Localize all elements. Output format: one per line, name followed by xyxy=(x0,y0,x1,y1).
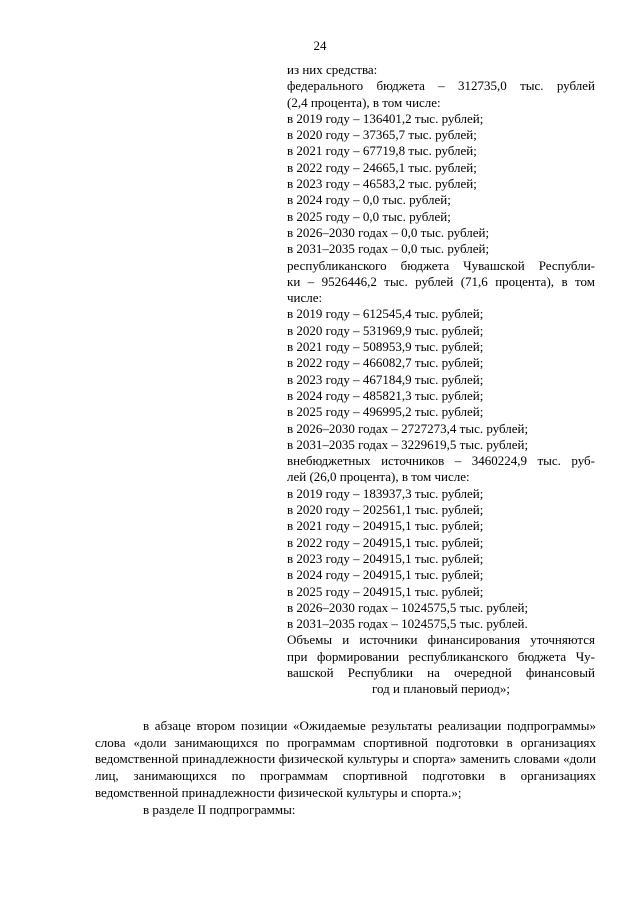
federal-budget-line-1: федерального бюджета – 312735,0 тыс. рублей xyxy=(287,78,595,94)
federal-year-item: в 2024 году – 0,0 тыс. рублей; xyxy=(287,192,451,208)
extrabudget-year-item: в 2023 году – 204915,1 тыс. рублей; xyxy=(287,550,484,566)
republic-year-item: в 2022 году – 466082,7 тыс. рублей; xyxy=(287,355,484,371)
section-paragraph: в разделе II подпрограммы: xyxy=(143,801,296,817)
note-line-4: год и плановый период»; xyxy=(372,681,510,697)
federal-year-item: в 2023 году – 46583,2 тыс. рублей; xyxy=(287,176,477,192)
federal-budget-line-2: (2,4 процента), в том числе: xyxy=(287,94,441,110)
amendment-paragraph: в абзаце втором позиции «Ожидаемые результаты реализации подпрограммы» слова «доли занимающихся по программам спортивной подготовки в организациях ведомственной принадлежности физической культуры и спорта» заменить словами «доли лиц, занимающихся по программам спортивной подготовки в организациях ведомственной принадлежности физической культуры и спорта.»; xyxy=(95,718,596,800)
extrabudget-line-2: лей (26,0 процента), в том числе: xyxy=(287,469,470,485)
extrabudget-year-item: в 2025 году – 204915,1 тыс. рублей; xyxy=(287,583,484,599)
federal-year-item: в 2020 году – 37365,7 тыс. рублей; xyxy=(287,127,477,143)
funding-intro: из них средства: xyxy=(287,62,378,77)
federal-year-item: в 2019 году – 136401,2 тыс. рублей; xyxy=(287,110,484,126)
extrabudget-year-item: в 2020 году – 202561,1 тыс. рублей; xyxy=(287,502,484,518)
funding-column xyxy=(287,62,595,698)
republic-year-item: в 2026–2030 годах – 2727273,4 тыс. рублей; xyxy=(287,420,529,436)
republic-year-item: в 2031–2035 годах – 3229619,5 тыс. рублей; xyxy=(287,436,529,452)
republic-year-item: в 2020 году – 531969,9 тыс. рублей; xyxy=(287,322,484,338)
extrabudget-year-item: в 2022 году – 204915,1 тыс. рублей; xyxy=(287,534,484,550)
republic-budget-line-2: ки – 9526446,2 тыс. рублей (71,6 процента), в том xyxy=(287,273,595,289)
federal-year-item: в 2026–2030 годах – 0,0 тыс. рублей; xyxy=(287,224,490,240)
note-line-2: при формировании республиканского бюджета Чу- xyxy=(287,648,595,664)
republic-year-item: в 2025 году – 496995,2 тыс. рублей; xyxy=(287,404,484,420)
federal-year-item: в 2025 году – 0,0 тыс. рублей; xyxy=(287,208,451,224)
republic-year-item: в 2019 году – 612545,4 тыс. рублей; xyxy=(287,306,484,322)
republic-year-item: в 2024 году – 485821,3 тыс. рублей; xyxy=(287,387,484,403)
federal-year-item: в 2022 году – 24665,1 тыс. рублей; xyxy=(287,159,477,175)
republic-year-item: в 2021 году – 508953,9 тыс. рублей; xyxy=(287,339,484,355)
extrabudget-year-item: в 2031–2035 годах – 1024575,5 тыс. рублей. xyxy=(287,616,528,632)
page-number: 24 xyxy=(313,38,327,53)
extrabudget-year-item: в 2026–2030 годах – 1024575,5 тыс. рублей; xyxy=(287,599,529,615)
extrabudget-year-item: в 2021 году – 204915,1 тыс. рублей; xyxy=(287,518,484,534)
federal-year-item: в 2031–2035 годах – 0,0 тыс. рублей; xyxy=(287,241,490,257)
extrabudget-line-1: внебюджетных источников – 3460224,9 тыс. руб- xyxy=(287,453,595,469)
republic-budget-line-3: числе: xyxy=(287,290,323,306)
extrabudget-year-item: в 2024 году – 204915,1 тыс. рублей; xyxy=(287,567,484,583)
amendment-text xyxy=(95,718,596,818)
republic-budget-line-1: республиканского бюджета Чувашской Республи- xyxy=(287,257,595,273)
note-line-1: Объемы и источники финансирования уточняются xyxy=(287,632,595,648)
note-line-3: вашской Республики на очередной финансовый xyxy=(287,664,595,680)
extrabudget-year-item: в 2019 году – 183937,3 тыс. рублей; xyxy=(287,485,484,501)
republic-year-item: в 2023 году – 467184,9 тыс. рублей; xyxy=(287,371,484,387)
federal-year-item: в 2021 году – 67719,8 тыс. рублей; xyxy=(287,143,477,159)
